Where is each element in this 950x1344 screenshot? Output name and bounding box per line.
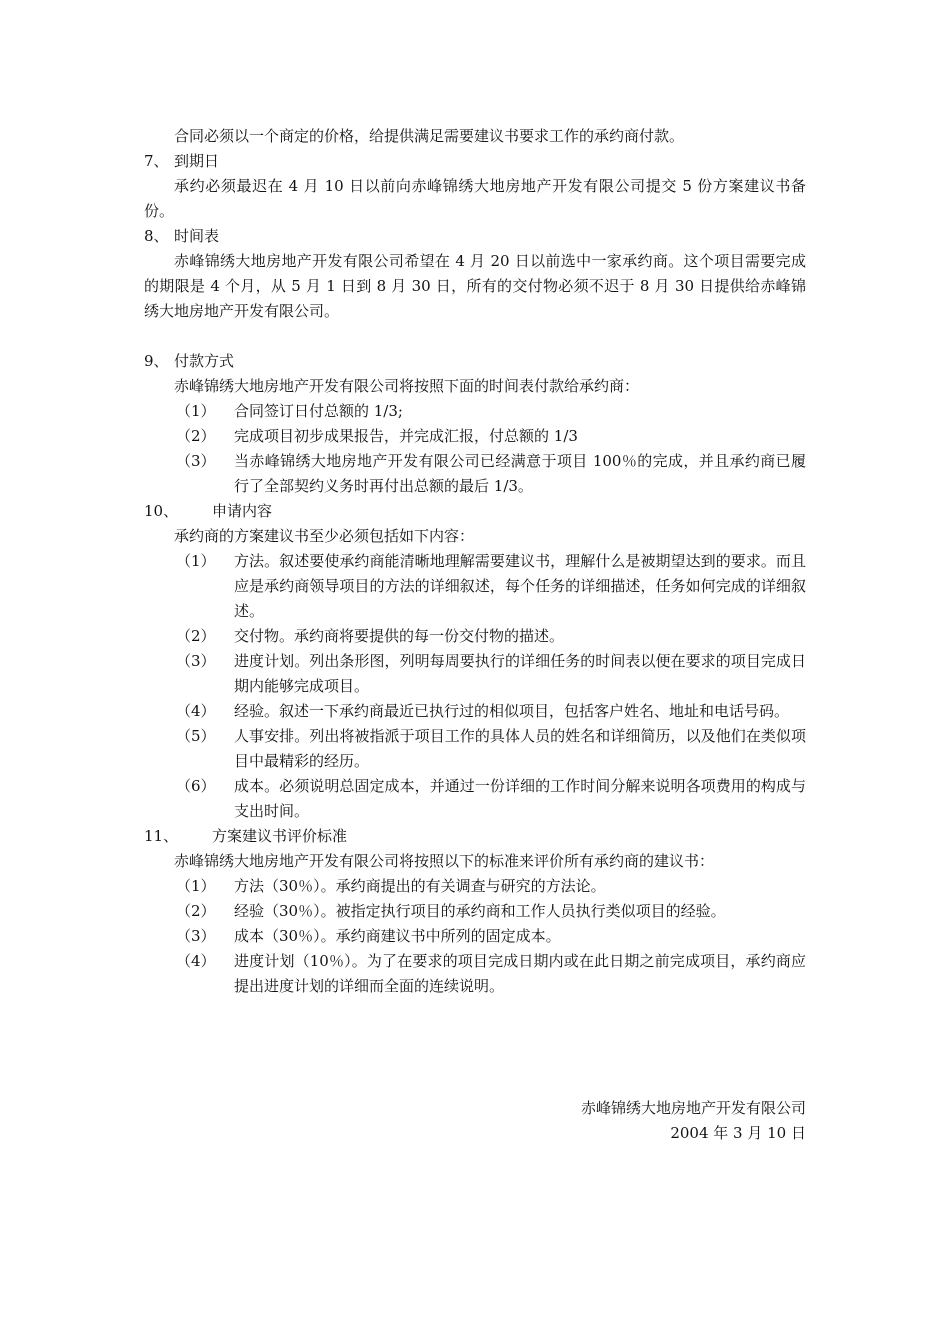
section-7-title: 到期日 (174, 152, 220, 170)
section-9-number: 9、 (144, 352, 169, 370)
list-marker: （4） (176, 952, 216, 970)
list-marker: （6） (176, 777, 216, 795)
list-marker: （2） (176, 627, 216, 645)
section-10-title: 申请内容 (212, 502, 273, 520)
list-item (144, 624, 806, 649)
section-11-heading (144, 824, 806, 849)
section-8-number: 8、 (144, 227, 169, 245)
list-text: 交付物。承约商将要提供的每一份交付物的描述。 (234, 627, 565, 645)
section-11-title: 方案建议书评价标准 (212, 827, 348, 845)
list-marker: （5） (176, 727, 216, 745)
list-item (144, 424, 806, 449)
section-9-title: 付款方式 (174, 352, 235, 370)
section-8-body: 赤峰锦绣大地房地产开发有限公司希望在 4 月 20 日以前选中一家承约商。这个项目需要完成的期限是 4 个月，从 5 月 1 日到 8 月 30 日，所有的交付物必须不迟于 8 月 30 日提供给赤峰锦绣大地房地产开发有限公司。 (144, 252, 806, 320)
list-text: 经验（30％）。被指定执行项目的承约商和工作人员执行类似项目的经验。 (234, 902, 726, 920)
list-item (144, 874, 806, 899)
list-item (144, 724, 806, 774)
list-marker: （3） (176, 452, 216, 470)
list-marker: （4） (176, 702, 216, 720)
section-7-number: 7、 (144, 152, 169, 170)
intro-paragraph: 合同必须以一个商定的价格，给提供满足需要建议书要求工作的承约商付款。 (174, 127, 685, 145)
list-item (144, 924, 806, 949)
list-item (144, 449, 806, 499)
list-text: 成本（30％）。承约商建议书中所列的固定成本。 (234, 927, 561, 945)
list-item (144, 774, 806, 824)
list-text: 完成项目初步成果报告，并完成汇报，付总额的 1/3 (234, 427, 578, 445)
list-marker: （3） (176, 927, 216, 945)
list-item (144, 399, 806, 424)
signature-date: 2004 年 3 月 10 日 (670, 1124, 806, 1142)
list-text: 进度计划（10％）。为了在要求的项目完成日期内或在此日期之前完成项目，承约商应提出进度计划的详细而全面的连续说明。 (234, 952, 806, 995)
list-item (144, 949, 806, 999)
list-marker: （2） (176, 902, 216, 920)
section-8-heading (144, 224, 806, 249)
list-text: 合同签订日付总额的 1/3; (234, 402, 403, 420)
section-10-body: 承约商的方案建议书至少必须包括如下内容： (174, 527, 475, 545)
section-8-title: 时间表 (174, 227, 220, 245)
list-marker: （1） (176, 402, 216, 420)
list-text: 方法（30％）。承约商提出的有关调查与研究的方法论。 (234, 877, 606, 895)
list-item (144, 699, 806, 724)
signature-block (581, 1096, 806, 1146)
blank-line (144, 324, 806, 349)
section-10-heading (144, 499, 806, 524)
list-text: 进度计划。列出条形图，列明每周要执行的详细任务的时间表以便在要求的项目完成日期内能够完成项目。 (234, 652, 806, 695)
list-item (144, 549, 806, 624)
section-7-body: 承约必须最迟在 4 月 10 日以前向赤峰锦绣大地房地产开发有限公司提交 5 份方案建议书备份。 (144, 177, 806, 220)
list-marker: （2） (176, 427, 216, 445)
section-7-heading (144, 149, 806, 174)
list-text: 成本。必须说明总固定成本，并通过一份详细的工作时间分解来说明各项费用的构成与支出时间。 (234, 777, 806, 820)
list-item (144, 649, 806, 699)
list-text: 经验。叙述一下承约商最近已执行过的相似项目，包括客户姓名、地址和电话号码。 (234, 702, 790, 720)
section-9-body: 赤峰锦绣大地房地产开发有限公司将按照下面的时间表付款给承约商： (174, 377, 640, 395)
section-11-number: 11、 (144, 827, 179, 845)
section-9-heading (144, 349, 806, 374)
list-marker: （1） (176, 877, 216, 895)
list-item (144, 899, 806, 924)
section-11-body: 赤峰锦绣大地房地产开发有限公司将按照以下的标准来评价所有承约商的建议书： (174, 852, 715, 870)
section-10-number: 10、 (144, 502, 179, 520)
list-marker: （1） (176, 552, 216, 570)
signature-company: 赤峰锦绣大地房地产开发有限公司 (580, 1099, 806, 1117)
document-body (144, 124, 806, 999)
list-text: 人事安排。列出将被指派于项目工作的具体人员的姓名和详细简历，以及他们在类似项目中最精彩的经历。 (234, 727, 806, 770)
list-marker: （3） (176, 652, 216, 670)
list-text: 方法。叙述要使承约商能清晰地理解需要建议书，理解什么是被期望达到的要求。而且应是承约商领导项目的方法的详细叙述，每个任务的详细描述，任务如何完成的详细叙述。 (234, 552, 806, 620)
list-text: 当赤峰锦绣大地房地产开发有限公司已经满意于项目 100％的完成，并且承约商已履行了全部契约义务时再付出总额的最后 1/3。 (234, 452, 806, 495)
